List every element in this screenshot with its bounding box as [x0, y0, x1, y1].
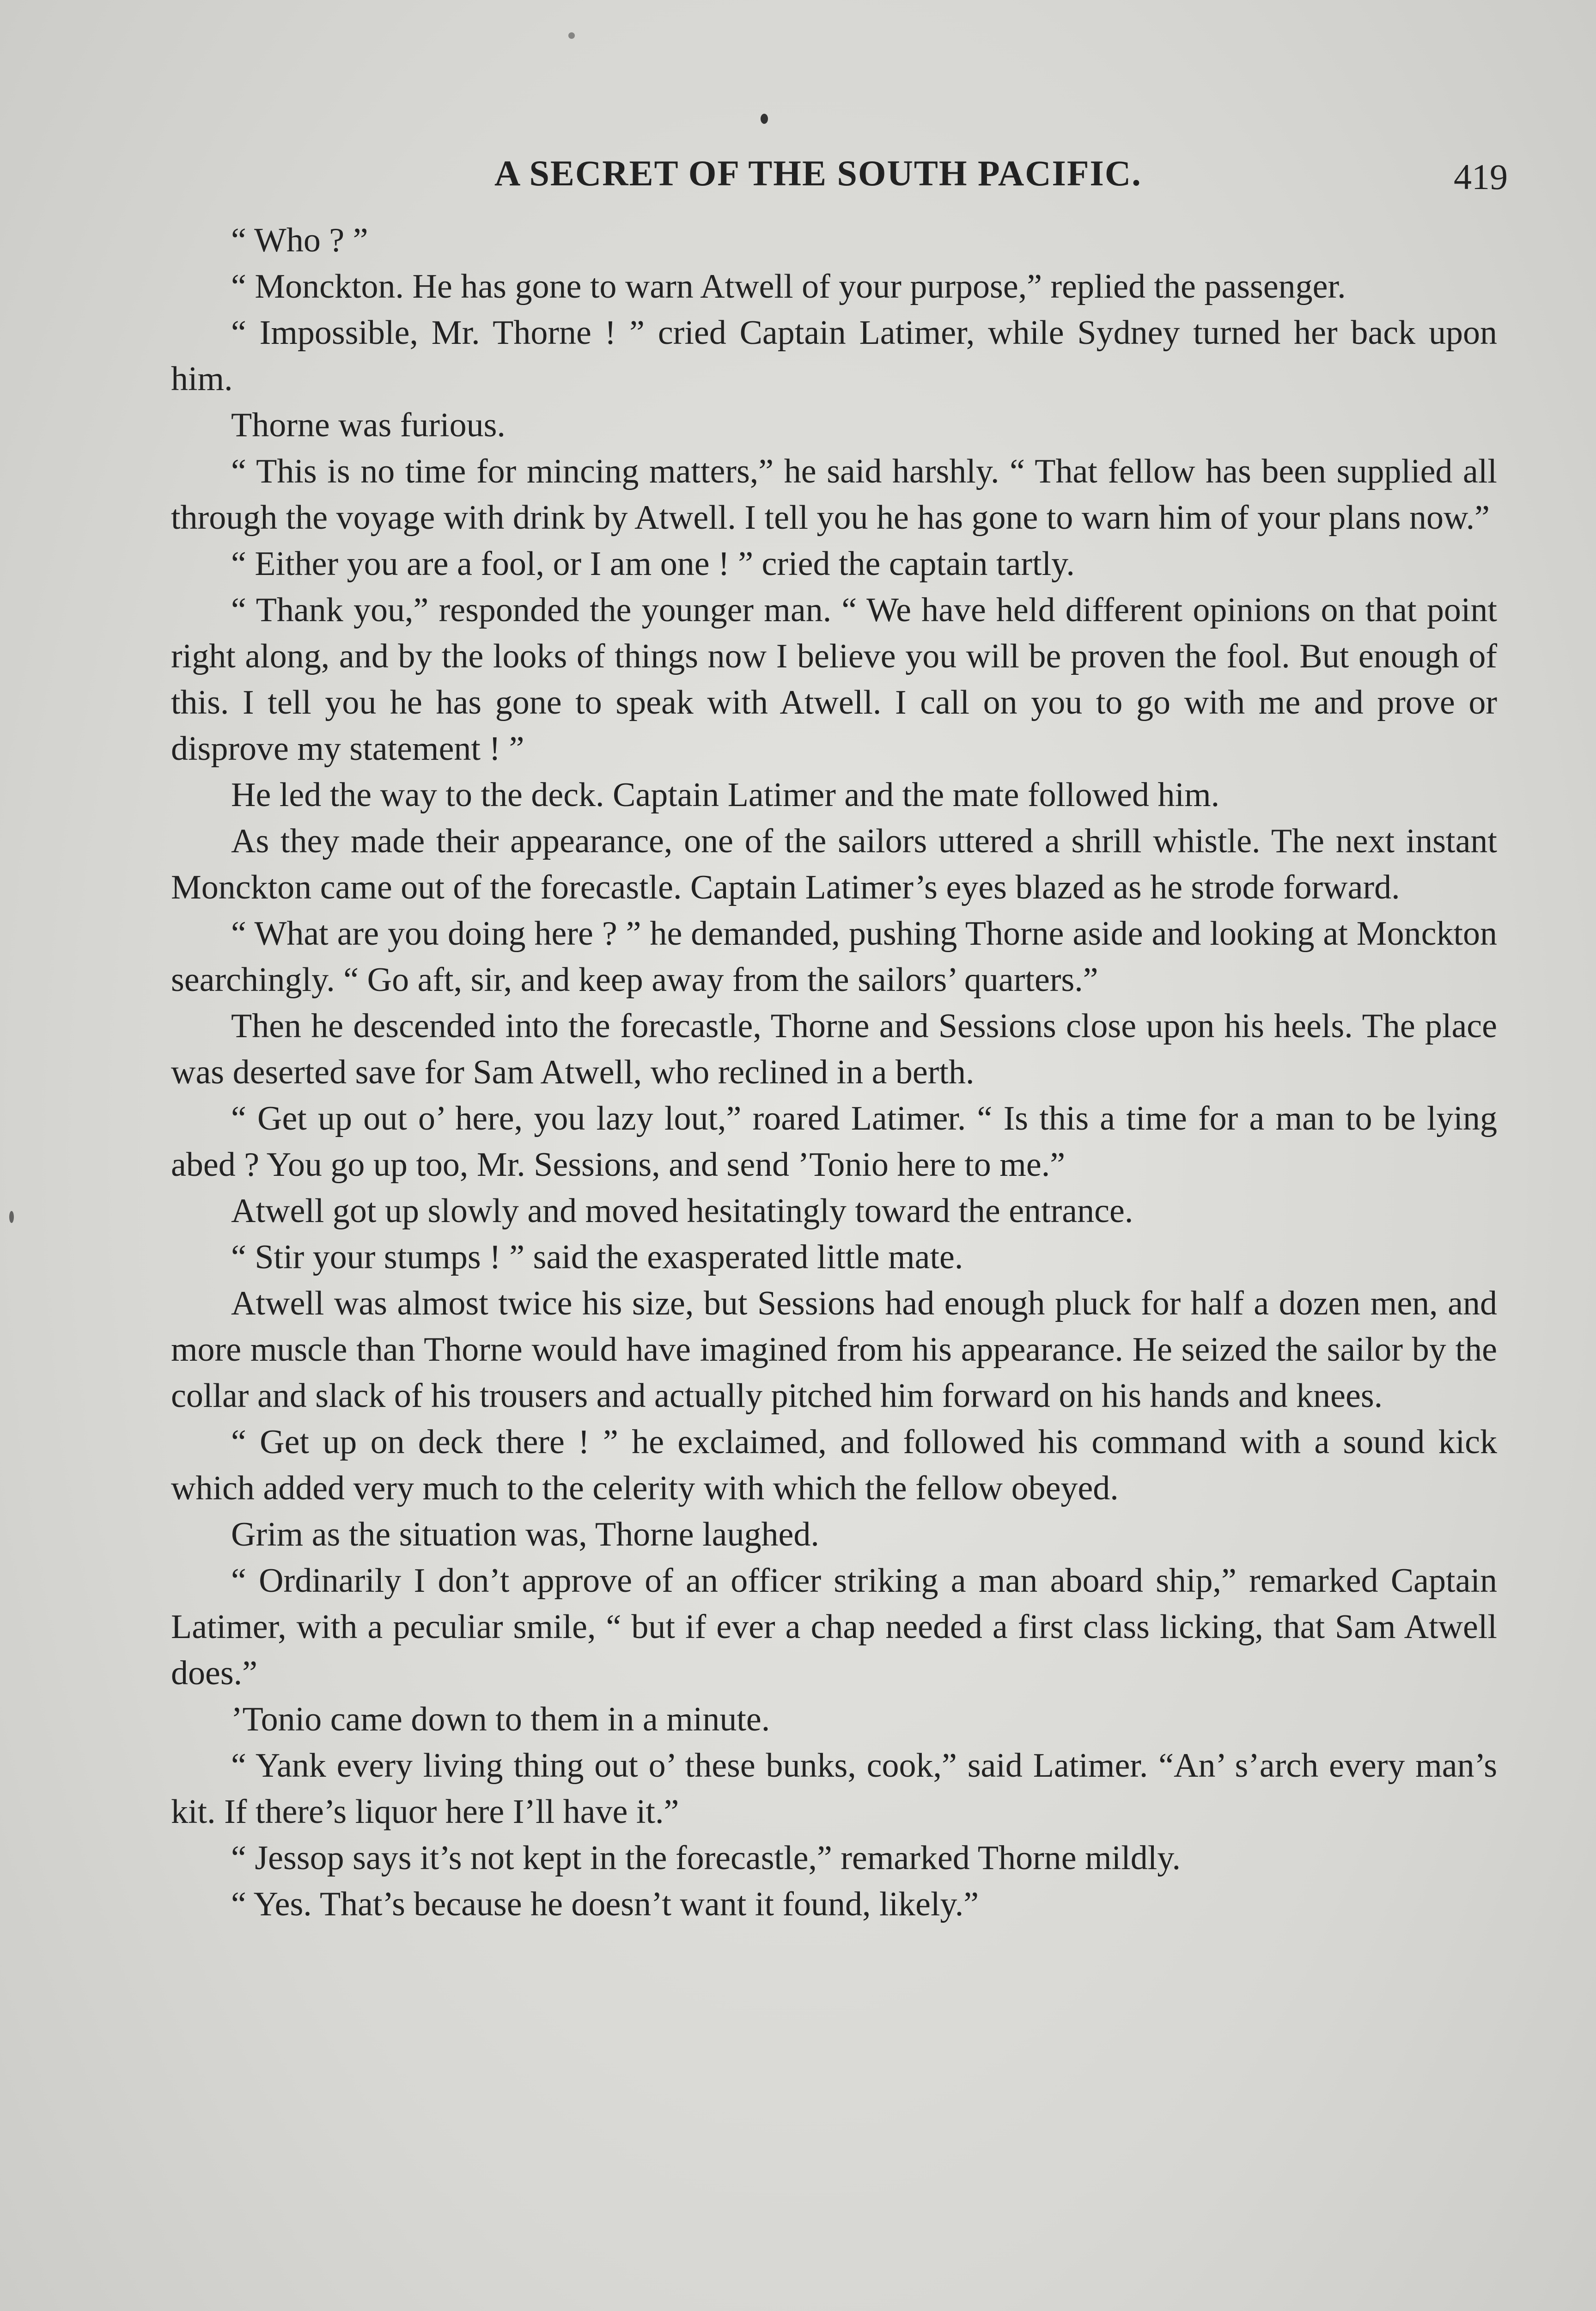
paragraph: “ Ordinarily I don’t approve of an officer striking a man aboard ship,” remarked Captain Latimer, with a peculiar smile, “ but if ever a chap needed a first class licking, that Sam Atwell does.” — [171, 1562, 1497, 1692]
running-header — [0, 153, 1596, 203]
paragraph: Atwell was almost twice his size, but Sessions had enough pluck for half a dozen men, and more muscle than Thorne would have imagined from his appearance. He seized the sailor by the collar and slack of his trousers and actually pitched him forward on his hands and knees. — [171, 1284, 1497, 1415]
paragraph: As they made their appearance, one of the sailors uttered a shrill whistle. The next instant Monckton came out of the forecastle. Captain Latimer’s eyes blazed as he strode forward. — [171, 822, 1497, 906]
paragraph: “ Get up on deck there ! ” he exclaimed, and followed his command with a sound kick which added very much to the celerity with which the fellow obeyed. — [171, 1423, 1497, 1507]
paragraph: “ Thank you,” responded the younger man. “ We have held different opinions on that point right along, and by the looks of things now I believe you will be proven the fool. But enough of this. I tell you he has gone to speak with Atwell. I call on you to go with me and prove or disprove my statement ! ” — [171, 591, 1497, 768]
paragraph: “ Monckton. He has gone to warn Atwell of your purpose,” replied the passenger. — [231, 268, 1346, 306]
paragraph: “ Stir your stumps ! ” said the exasperated little mate. — [231, 1238, 963, 1276]
paragraph: Atwell got up slowly and moved hesitatingly toward the entrance. — [231, 1192, 1133, 1230]
paragraph: “ Impossible, Mr. Thorne ! ” cried Captain Latimer, while Sydney turned her back upon him. — [171, 314, 1497, 398]
story-text — [171, 217, 1497, 1927]
paragraph: Then he descended into the forecastle, Thorne and Sessions close upon his heels. The place was deserted save for Sam Atwell, who reclined in a berth. — [171, 1007, 1497, 1091]
paragraph: He led the way to the deck. Captain Latimer and the mate followed him. — [231, 776, 1220, 814]
paragraph: “ Jessop says it’s not kept in the forecastle,” remarked Thorne mildly. — [231, 1839, 1181, 1877]
ink-speck — [9, 1211, 14, 1223]
paragraph: “ Either you are a fool, or I am one ! ” cried the captain tartly. — [231, 545, 1075, 583]
paragraph: “ This is no time for mincing matters,” he said harshly. “ That fellow has been supplied all through the voyage with drink by Atwell. I tell you he has gone to warn him of your plans now.” — [171, 452, 1497, 537]
ink-speck — [761, 114, 768, 124]
paragraph: “ Get up out o’ here, you lazy lout,” roared Latimer. “ Is this a time for a man to be lying abed ? You go up too, Mr. Sessions, and send ’Tonio here to me.” — [171, 1100, 1497, 1184]
page-number: 419 — [1454, 157, 1508, 197]
paragraph: “ What are you doing here ? ” he demanded, pushing Thorne aside and looking at Monckton searchingly. “ Go aft, sir, and keep away from the sailors’ quarters.” — [171, 915, 1497, 999]
ink-speck — [568, 32, 575, 39]
paragraph: “ Yes. That’s because he doesn’t want it found, likely.” — [231, 1885, 979, 1923]
paragraph: Thorne was furious. — [231, 406, 506, 444]
running-title: A SECRET OF THE SOUTH PACIFIC. — [494, 153, 1142, 193]
paragraph: “ Who ? ” — [231, 221, 368, 259]
paragraph: “ Yank every living thing out o’ these bunks, cook,” said Latimer. “An’ s’arch every man’s kit. If there’s liquor here I’ll have it.” — [171, 1747, 1497, 1831]
paragraph: ’Tonio came down to them in a minute. — [231, 1700, 770, 1738]
paragraph: Grim as the situation was, Thorne laughed. — [231, 1516, 819, 1553]
